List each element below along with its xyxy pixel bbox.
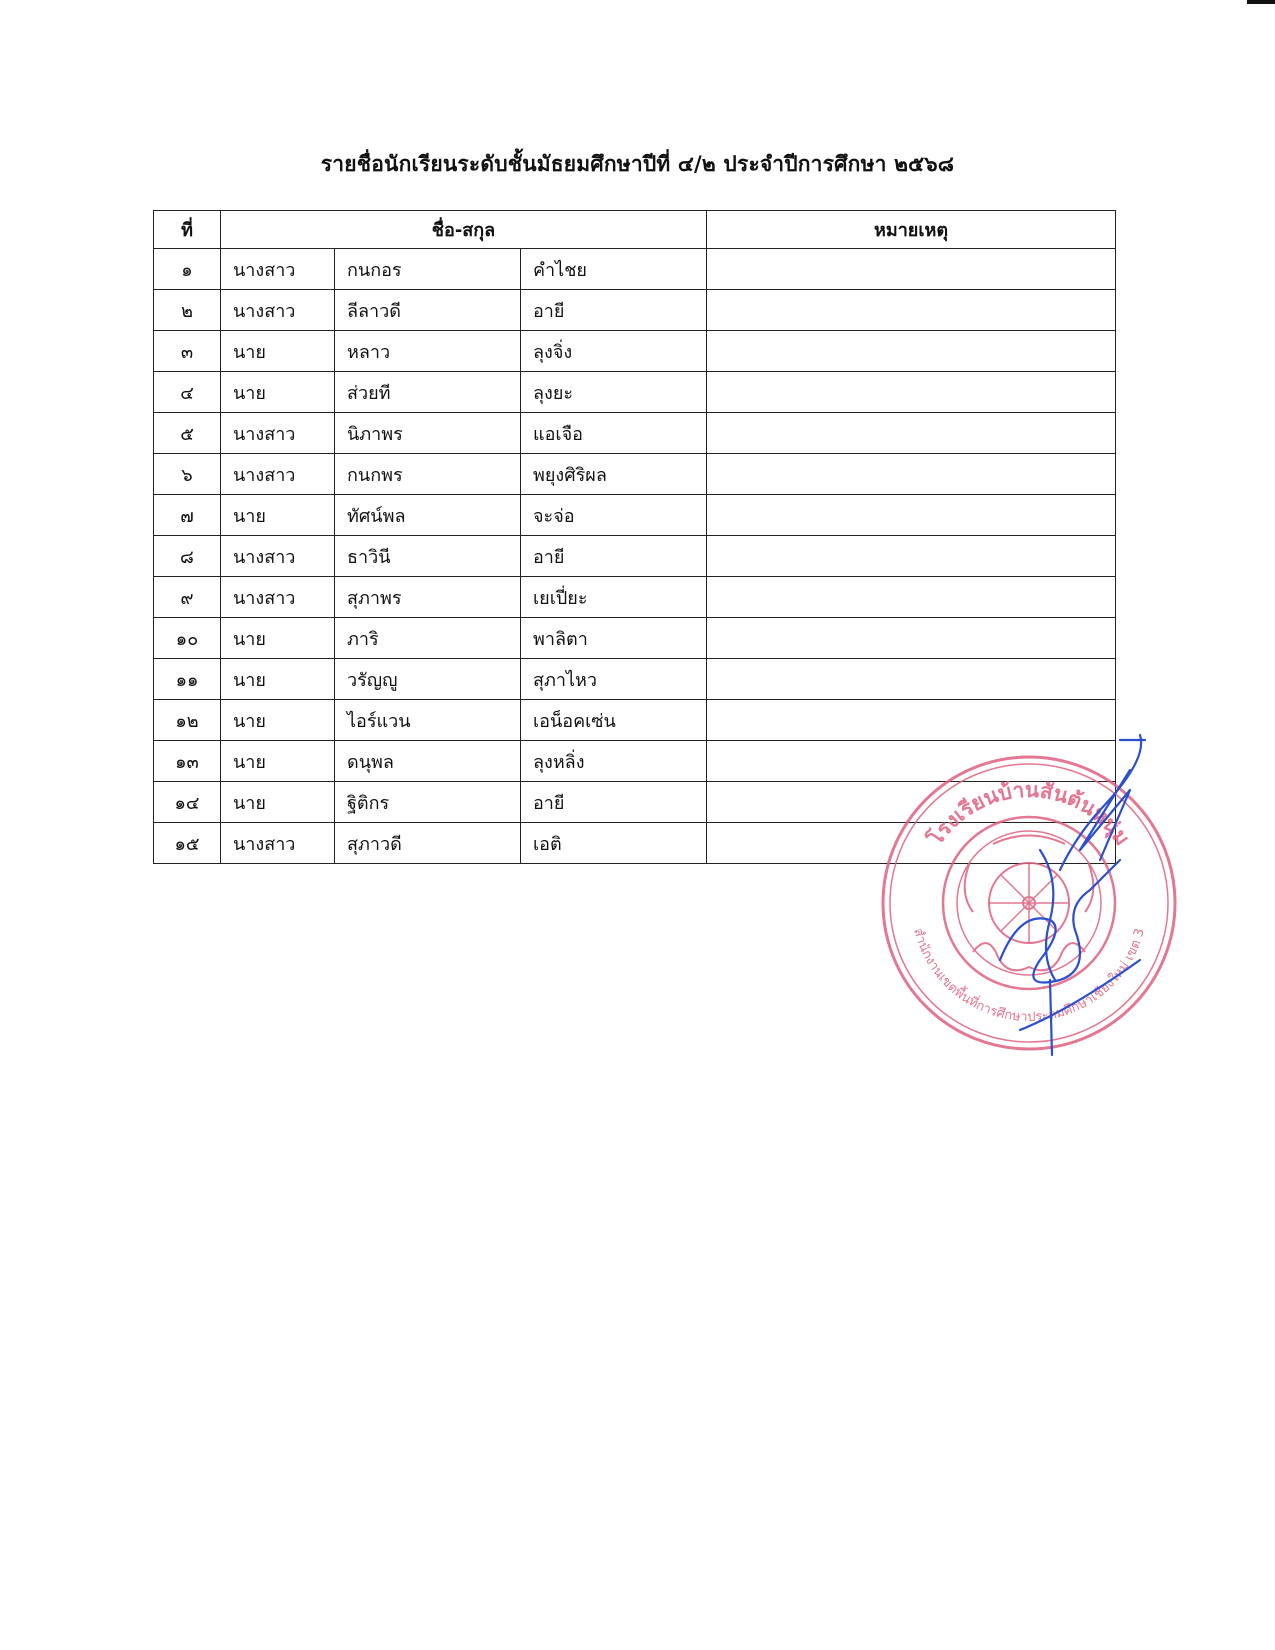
name-prefix: นางสาว [221, 577, 335, 618]
first-name: ธาวินี [335, 536, 521, 577]
last-name: พาลิตา [521, 618, 707, 659]
name-prefix: นางสาว [221, 823, 335, 864]
remark-cell [707, 413, 1116, 454]
last-name: อายี [521, 290, 707, 331]
table-row [154, 331, 1116, 372]
row-number: ๕ [154, 413, 221, 454]
table-row [154, 618, 1116, 659]
row-number: ๑๕ [154, 823, 221, 864]
row-number: ๓ [154, 331, 221, 372]
remark-cell [707, 782, 1116, 823]
row-number: ๗ [154, 495, 221, 536]
name-prefix: นางสาว [221, 290, 335, 331]
name-prefix: นาย [221, 331, 335, 372]
table-row [154, 249, 1116, 290]
remark-cell [707, 659, 1116, 700]
row-number: ๑๓ [154, 741, 221, 782]
remark-cell [707, 249, 1116, 290]
table-row [154, 577, 1116, 618]
row-number: ๑๑ [154, 659, 221, 700]
remark-cell [707, 495, 1116, 536]
table-row [154, 454, 1116, 495]
last-name: สุภาไหว [521, 659, 707, 700]
header-remark: หมายเหตุ [707, 211, 1116, 249]
table-header-row [154, 211, 1116, 249]
name-prefix: นางสาว [221, 413, 335, 454]
first-name: สุภาวดี [335, 823, 521, 864]
remark-cell [707, 372, 1116, 413]
table-row [154, 536, 1116, 577]
name-prefix: นางสาว [221, 249, 335, 290]
first-name: วรัญญู [335, 659, 521, 700]
row-number: ๑๐ [154, 618, 221, 659]
name-prefix: นาย [221, 372, 335, 413]
remark-cell [707, 331, 1116, 372]
row-number: ๒ [154, 290, 221, 331]
first-name: กนกพร [335, 454, 521, 495]
remark-cell [707, 536, 1116, 577]
last-name: จะจ่อ [521, 495, 707, 536]
name-prefix: นาย [221, 618, 335, 659]
table-row [154, 782, 1116, 823]
remark-cell [707, 290, 1116, 331]
row-number: ๙ [154, 577, 221, 618]
first-name: ไอร์แวน [335, 700, 521, 741]
last-name: ลุงจิ่ง [521, 331, 707, 372]
first-name: ฐิติกร [335, 782, 521, 823]
name-prefix: นาย [221, 659, 335, 700]
first-name: สุภาพร [335, 577, 521, 618]
remark-cell [707, 700, 1116, 741]
remark-cell [707, 741, 1116, 782]
first-name: ลีลาวดี [335, 290, 521, 331]
name-prefix: นาย [221, 700, 335, 741]
header-name: ชื่อ-สกุล [221, 211, 707, 249]
name-prefix: นาย [221, 495, 335, 536]
scan-edge-mark [1247, 0, 1275, 4]
row-number: ๑ [154, 249, 221, 290]
remark-cell [707, 618, 1116, 659]
last-name: อายี [521, 536, 707, 577]
remark-cell [707, 577, 1116, 618]
first-name: นิภาพร [335, 413, 521, 454]
remark-cell [707, 823, 1116, 864]
name-prefix: นางสาว [221, 536, 335, 577]
first-name: หลาว [335, 331, 521, 372]
name-prefix: นาย [221, 741, 335, 782]
table-row [154, 413, 1116, 454]
row-number: ๑๔ [154, 782, 221, 823]
last-name: เอติ [521, 823, 707, 864]
last-name: เยเปี่ยะ [521, 577, 707, 618]
row-number: ๑๒ [154, 700, 221, 741]
student-roster-table [153, 210, 1116, 864]
table-row [154, 659, 1116, 700]
table-row [154, 823, 1116, 864]
last-name: เอน็อคเซ่น [521, 700, 707, 741]
row-number: ๖ [154, 454, 221, 495]
header-no: ที่ [154, 211, 221, 249]
first-name: ภาริ [335, 618, 521, 659]
row-number: ๘ [154, 536, 221, 577]
row-number: ๔ [154, 372, 221, 413]
last-name: ลุงยะ [521, 372, 707, 413]
table-row [154, 372, 1116, 413]
svg-text:สำนักงานเขตพื้นที่การศึกษาประถ: สำนักงานเขตพื้นที่การศึกษาประถมศึกษาเชียงใหม่ เขต 3 [910, 926, 1148, 1026]
last-name: ลุงหลิ่ง [521, 741, 707, 782]
last-name: พยุงศิริผล [521, 454, 707, 495]
name-prefix: นาย [221, 782, 335, 823]
table-row [154, 700, 1116, 741]
first-name: ส่วยที [335, 372, 521, 413]
first-name: ทัศน์พล [335, 495, 521, 536]
last-name: อายี [521, 782, 707, 823]
table-row [154, 741, 1116, 782]
first-name: ดนุพล [335, 741, 521, 782]
table-row [154, 495, 1116, 536]
document-title: รายชื่อนักเรียนระดับชั้นมัธยมศึกษาปีที่ ๔/๒ ประจำปีการศึกษา ๒๕๖๘ [320, 152, 955, 176]
svg-text:โรงเรียนบ้านสันต้นหนุ่ม: โรงเรียนบ้านสันต้นหนุ่ม [923, 777, 1135, 850]
last-name: คำไชย [521, 249, 707, 290]
remark-cell [707, 454, 1116, 495]
table-row [154, 290, 1116, 331]
name-prefix: นางสาว [221, 454, 335, 495]
last-name: แอเจือ [521, 413, 707, 454]
first-name: กนกอร [335, 249, 521, 290]
